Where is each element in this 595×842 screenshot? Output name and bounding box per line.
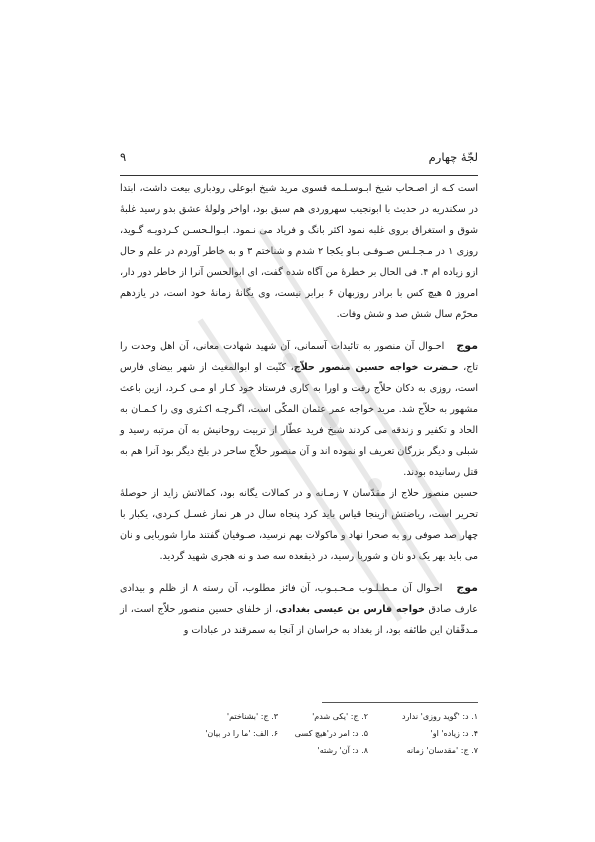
footnote: ۵. د: امر در'هیچ کسی (294, 729, 368, 738)
footnote-row (120, 725, 478, 742)
paragraph-4 (120, 577, 478, 641)
paragraph-1-text: است کـه از اصـحاب شیخ ابـوسـلـمه قسوی مرید شیخ ابوعلی رودباری بیعت داشت، ابتدا در سکندریه در حدیث با ابونجیب سهروردی هم سبق بود، اواخر ولولهٔ عشق بدو رسید غلبهٔ شوق و استغراق بروی غلبه نمود اکثر بانگ و فریاد می نـمود. ابـوالـحسـن کـردویـه گـوید، روزی ۱ در مـجـلـس صـوفـی بـاو یکجا ۲ شدم و شناختم ۳ و به خاطر آوردم در علم و حال ازو زیاده ام ۴. فی الحال بر خطرهٔ من آگاه شده گفت، ای ابوالحسن آنرا از خاطر دور دار، امروز ۵ هیچ کس با برادر روزبهان ۶ برابر نیست، وی یگانهٔ زمانهٔ خود است، در یازدهم محرّم سال شش صد و شش وفات. (120, 183, 478, 320)
footnote: ۳. ج: 'بشناختم' (226, 712, 278, 721)
running-title: لجّهٔ چهارم (428, 150, 478, 164)
person-name: حـضرت خواجه حسین منصور حلاّج (293, 362, 459, 373)
section-marker: موج (456, 339, 479, 352)
page-header (120, 150, 478, 164)
paragraph-2 (120, 335, 478, 483)
footnote-row (120, 708, 478, 725)
footnote: ۴. د: زیاده' او' (430, 729, 478, 738)
section-marker: موج (456, 581, 478, 594)
paragraph-3-text: حسین منصور حلاج از مقدّسان ۷ زمـانه و در کمالات یگانه بود، کمالاتش زاید از حوصلهٔ تحریر است، ریاضتش ازینجا قیاس باید کرد پنجاه سال در هر نماز غسـل کـردی، یکبار با چهار صد صوفی رو به صحرا نهاد و ماکولات بهم نرسید، صـوفیان گفتند مارا شوربایی و نان می باید بهر یک دو نان و شوربا رسید، در ذیقعده سه صد و نه هجری شهید گردید. (120, 488, 478, 562)
paragraph-4-text: ، از خلفای حسین منصور حلاّج است، از مـدقّقان این طائفه بود، از بغداد به خراسان از آنجا به سمرقند در عبادات و (120, 604, 478, 636)
page-number: ۹ (120, 150, 127, 164)
paragraph-2-text: ، کنّیت او ابوالمغیث از شهر بیضای فارس است، روزی به دکان حلاّج رفت و اورا به کاری فرستاد خود کـار او مـی کـرد، ازین باعث مشهور به حلاّج شد. مرید خواجه عمر عثمان المکّی است، اگـرچـه اکـثری وی را کـمـان به الحاد و تکفیر و زندقه می کردند شیخ فرید عطّار از تربیت روحانیش به آن مرتبه رسید و شبلی و دیگر بزرگان تعریف او نموده اند و آن منصور حلاّج ساحر در بلخ دیگر بود آنرا هم به قتل رسانیده بودند. (120, 362, 478, 478)
person-name: خواجه فارس بن عیسی بغدادی (278, 604, 425, 615)
paragraph-2-intro: احـوال آن منصور به تائیدات آسمانی، آن شهید شهادت معانی، آن اهل وحدت را تاج، (120, 341, 478, 373)
footnote: ۱. د: 'گوید روزی' ندارد (402, 712, 478, 721)
paragraph-3 (120, 483, 478, 567)
footnote: ۲. ج: 'یکی شدم' (312, 712, 368, 721)
paragraph-1 (120, 178, 478, 325)
body-text (120, 178, 478, 641)
footnote-row (120, 742, 478, 759)
header-rule (120, 175, 478, 176)
paragraph-4-intro: احـوال آن مـطـلـوب مـحـبـوب، آن فائز مطلوب، آن رسته ۸ از ظلم و بیدادی عارف صادق (120, 583, 478, 615)
footnote-rule (322, 702, 478, 703)
footnotes (120, 708, 478, 759)
footnote: ۸. د: آن' رشته' (317, 746, 368, 755)
footnote: ۷. ج: 'مقدسان' زمانه (406, 746, 478, 755)
footnote: ۶. الف: 'ما را در بیان' (205, 729, 278, 738)
